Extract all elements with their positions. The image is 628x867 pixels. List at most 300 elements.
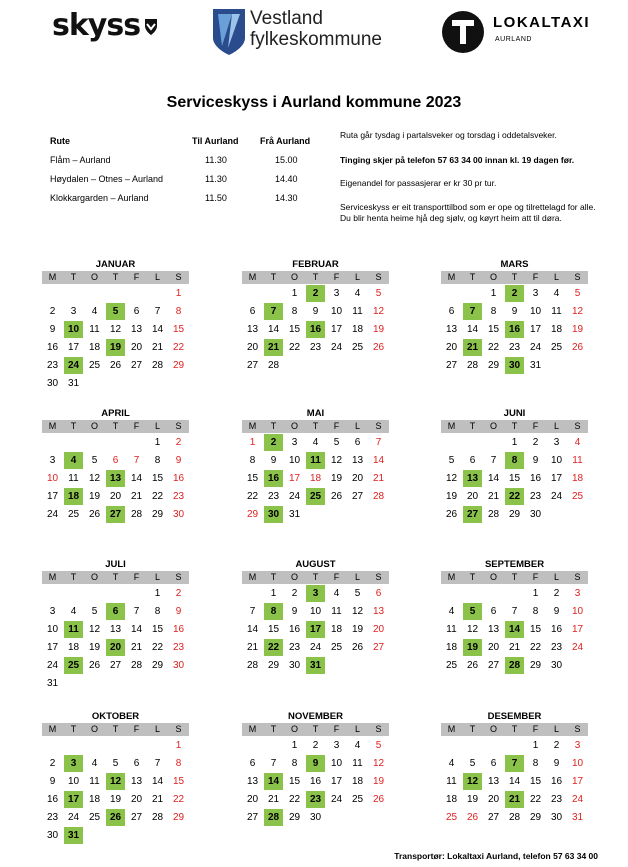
empty-day: [106, 737, 125, 754]
day: 12: [109, 323, 122, 335]
day: 22: [487, 341, 500, 353]
day: 6: [490, 757, 497, 769]
day: 10: [330, 757, 343, 769]
weekday-label: L: [154, 272, 160, 282]
empty-day: [43, 585, 62, 602]
day: 25: [445, 659, 458, 671]
empty-day: [484, 585, 503, 602]
day: 24: [309, 641, 322, 653]
day: 20: [130, 793, 143, 805]
weekday-header: [42, 271, 189, 284]
holiday-day: 12: [372, 757, 385, 769]
service-day: 19: [463, 639, 482, 656]
day: 3: [553, 436, 560, 448]
day: 3: [291, 436, 298, 448]
holiday-day: 1: [249, 436, 256, 448]
day: 18: [330, 623, 343, 635]
weekday-label: F: [532, 724, 539, 734]
empty-day: [243, 285, 262, 302]
day: 14: [267, 323, 280, 335]
weekday-header: [441, 271, 588, 284]
empty-day: [127, 285, 146, 302]
day: 23: [288, 641, 301, 653]
empty-day: [64, 585, 83, 602]
day: 31: [67, 377, 80, 389]
day: 4: [333, 587, 340, 599]
empty-day: [442, 434, 461, 451]
weekday-header: [441, 420, 588, 433]
holiday-day: 3: [574, 739, 581, 751]
weekday-label: F: [333, 272, 340, 282]
holiday-day: 24: [571, 793, 584, 805]
day: 1: [532, 739, 539, 751]
empty-day: [127, 434, 146, 451]
holiday-day: 1: [175, 287, 182, 299]
day-grid: [242, 284, 389, 374]
weekday-label: M: [48, 421, 57, 431]
holiday-day: 26: [372, 793, 385, 805]
day: 5: [333, 436, 340, 448]
day: 25: [67, 508, 80, 520]
day: 27: [246, 811, 259, 823]
holiday-day: 7: [375, 436, 382, 448]
day: 17: [46, 490, 59, 502]
empty-day: [442, 285, 461, 302]
day: 30: [309, 811, 322, 823]
day: 25: [88, 359, 101, 371]
month-name: JUNI: [503, 408, 526, 419]
day: 7: [249, 605, 256, 617]
day: 16: [288, 623, 301, 635]
weekday-label: F: [133, 272, 140, 282]
day: 29: [508, 508, 521, 520]
empty-day: [127, 585, 146, 602]
holiday-day: 26: [466, 811, 479, 823]
day: 3: [333, 287, 340, 299]
day: 13: [487, 623, 500, 635]
day: 11: [551, 305, 562, 317]
month-name: APRIL: [101, 408, 130, 419]
weekday-label: S: [175, 724, 182, 734]
day: 15: [267, 623, 280, 635]
empty-day: [106, 585, 125, 602]
weekday-label: T: [312, 572, 319, 582]
day: 5: [91, 454, 98, 466]
holiday-day: 10: [46, 472, 59, 484]
empty-day: [64, 285, 83, 302]
holiday-day: 9: [175, 605, 182, 617]
holiday-day: 15: [172, 775, 185, 787]
day: 27: [351, 490, 364, 502]
day: 24: [330, 341, 343, 353]
service-day: 8: [264, 603, 283, 620]
weekday-label: S: [574, 572, 581, 582]
day: 18: [351, 323, 364, 335]
day: 19: [445, 490, 458, 502]
empty-day: [127, 737, 146, 754]
day: 1: [154, 436, 161, 448]
day: 19: [88, 641, 101, 653]
service-day: 19: [106, 339, 125, 356]
day: 2: [532, 436, 539, 448]
day: 9: [553, 757, 560, 769]
weekday-label: M: [248, 272, 257, 282]
day: 20: [246, 341, 259, 353]
service-day: 7: [505, 755, 524, 772]
day: 16: [46, 793, 59, 805]
weekday-label: L: [553, 572, 559, 582]
holiday-day: 5: [574, 287, 581, 299]
day: 22: [288, 341, 301, 353]
day: 23: [529, 490, 542, 502]
day: 13: [351, 454, 364, 466]
day: 11: [446, 623, 457, 635]
day: 15: [288, 323, 301, 335]
empty-day: [484, 737, 503, 754]
empty-day: [43, 285, 62, 302]
weekday-header: [42, 420, 189, 433]
service-day: 11: [64, 621, 83, 638]
day: 6: [249, 757, 256, 769]
service-day: 7: [264, 303, 283, 320]
route-to: 11.30: [205, 174, 227, 184]
day: 15: [151, 472, 164, 484]
service-day: 30: [264, 506, 283, 523]
day: 27: [109, 659, 122, 671]
day: 28: [508, 811, 521, 823]
holiday-day: 7: [133, 454, 140, 466]
service-day: 21: [463, 339, 482, 356]
day: 13: [109, 623, 122, 635]
day: 11: [89, 775, 100, 787]
month-name: MARS: [500, 259, 529, 270]
weekday-label: O: [290, 272, 298, 282]
day: 27: [246, 359, 259, 371]
day: 18: [67, 641, 80, 653]
holiday-day: 11: [572, 454, 583, 466]
service-day: 21: [505, 791, 524, 808]
weekday-label: M: [248, 724, 257, 734]
service-day: 31: [64, 827, 83, 844]
day: 9: [532, 454, 539, 466]
day: 20: [445, 341, 458, 353]
day: 28: [466, 359, 479, 371]
weekday-label: F: [133, 572, 140, 582]
day: 18: [445, 793, 458, 805]
day: 19: [88, 490, 101, 502]
holiday-day: 25: [571, 490, 584, 502]
weekday-label: L: [154, 724, 160, 734]
day: 28: [151, 811, 164, 823]
weekday-label: O: [290, 724, 298, 734]
weekday-header: [242, 271, 389, 284]
weekday-label: O: [489, 572, 497, 582]
day: 7: [490, 454, 497, 466]
day: 24: [550, 490, 563, 502]
day: 21: [508, 641, 521, 653]
service-day: 5: [463, 603, 482, 620]
day: 16: [529, 472, 542, 484]
day-grid: [42, 433, 189, 523]
weekday-label: T: [112, 724, 119, 734]
month-name: JANUAR: [95, 259, 136, 270]
day: 17: [330, 775, 343, 787]
day: 5: [469, 757, 476, 769]
weekday-label: T: [511, 572, 518, 582]
month-name: JULI: [105, 559, 126, 570]
day: 2: [312, 739, 319, 751]
weekday-label: T: [511, 272, 518, 282]
day: 14: [487, 472, 500, 484]
weekday-label: S: [574, 724, 581, 734]
day: 12: [330, 454, 343, 466]
holiday-day: 29: [246, 508, 259, 520]
from-aurland-header: Frå Aurland: [260, 136, 311, 146]
taxi-icon: [441, 10, 485, 54]
day: 30: [550, 811, 563, 823]
weekday-label: F: [532, 421, 539, 431]
service-day: 14: [505, 621, 524, 638]
day: 24: [46, 659, 59, 671]
service-day: 22: [505, 488, 524, 505]
day: 21: [151, 793, 164, 805]
holiday-day: 25: [445, 811, 458, 823]
day: 16: [46, 341, 59, 353]
month-name: MAI: [306, 408, 325, 419]
day: 21: [130, 641, 143, 653]
weekday-label: O: [290, 572, 298, 582]
weekday-label: L: [553, 724, 559, 734]
day: 6: [249, 305, 256, 317]
day: 9: [511, 305, 518, 317]
day: 4: [448, 605, 455, 617]
vestland-text: [250, 8, 382, 50]
route-header: Rute: [50, 136, 70, 146]
weekday-label: O: [290, 421, 298, 431]
day: 6: [133, 305, 140, 317]
day: 28: [267, 359, 280, 371]
month-november: [242, 710, 389, 826]
day: 4: [553, 287, 560, 299]
empty-day: [463, 737, 482, 754]
vestland-logo: [212, 8, 392, 58]
day: 27: [130, 359, 143, 371]
empty-day: [442, 585, 461, 602]
holiday-day: 12: [571, 305, 584, 317]
day: 22: [529, 793, 542, 805]
day: 2: [291, 587, 298, 599]
holiday-day: 2: [175, 436, 182, 448]
service-day: 17: [64, 791, 83, 808]
day: 1: [270, 587, 277, 599]
shield-icon: [144, 9, 158, 44]
service-day: 2: [306, 285, 325, 302]
day: 10: [529, 305, 542, 317]
day: 18: [445, 641, 458, 653]
day: 29: [288, 811, 301, 823]
weekday-label: F: [333, 421, 340, 431]
day: 3: [532, 287, 539, 299]
day: 18: [550, 323, 563, 335]
day: 28: [130, 659, 143, 671]
day: 22: [151, 641, 164, 653]
weekday-label: T: [112, 272, 119, 282]
service-day: 7: [463, 303, 482, 320]
weekday-label: O: [489, 724, 497, 734]
day: 15: [487, 323, 500, 335]
weekday-label: F: [133, 724, 140, 734]
day: 11: [352, 757, 363, 769]
day: 31: [46, 677, 59, 689]
holiday-day: 4: [574, 436, 581, 448]
day: 13: [246, 323, 259, 335]
day: 11: [68, 472, 79, 484]
weekday-label: L: [354, 421, 360, 431]
service-day: 4: [64, 452, 83, 469]
weekday-label: S: [175, 572, 182, 582]
service-day: 16: [306, 321, 325, 338]
day: 23: [46, 359, 59, 371]
info-fare: Eigenandel for passasjerar er kr 30 pr tur.: [340, 178, 497, 188]
weekday-label: F: [532, 572, 539, 582]
day: 16: [550, 623, 563, 635]
month-name: DESEMBER: [487, 711, 542, 722]
page-title: Serviceskyss i Aurland kommune 2023: [166, 94, 462, 111]
day: 4: [354, 287, 361, 299]
service-day: 8: [505, 452, 524, 469]
day: 13: [246, 775, 259, 787]
day: 25: [351, 793, 364, 805]
weekday-label: L: [154, 421, 160, 431]
month-juli: [42, 558, 189, 692]
weekday-label: T: [70, 421, 77, 431]
service-day: 12: [106, 773, 125, 790]
service-day: 21: [264, 339, 283, 356]
day: 7: [154, 757, 161, 769]
day: 9: [49, 775, 56, 787]
day-grid: [42, 584, 189, 692]
empty-day: [243, 585, 262, 602]
day-grid: [242, 584, 389, 674]
day: 19: [466, 793, 479, 805]
route-to: 11.30: [205, 155, 227, 165]
day-grid: [441, 284, 588, 374]
day-grid: [441, 433, 588, 523]
day: 5: [354, 587, 361, 599]
holiday-day: 28: [372, 490, 385, 502]
route-to: 11.50: [205, 193, 227, 203]
day: 1: [511, 436, 518, 448]
day: 21: [487, 490, 500, 502]
day: 8: [291, 305, 298, 317]
weekday-label: M: [447, 724, 456, 734]
empty-day: [85, 434, 104, 451]
day: 7: [270, 757, 277, 769]
weekday-header: [441, 571, 588, 584]
weekday-label: M: [248, 421, 257, 431]
day: 2: [49, 757, 56, 769]
holiday-day: 29: [172, 359, 185, 371]
day: 2: [553, 587, 560, 599]
day: 25: [330, 641, 343, 653]
empty-day: [43, 434, 62, 451]
month-februar: [242, 258, 389, 374]
weekday-label: S: [574, 272, 581, 282]
vestland-line2: fylkeskommune: [250, 29, 382, 50]
day: 26: [109, 359, 122, 371]
day-grid: [42, 736, 189, 844]
empty-day: [442, 737, 461, 754]
skyss-logo: [52, 8, 158, 44]
weekday-label: T: [70, 272, 77, 282]
day: 21: [151, 341, 164, 353]
service-day: 5: [106, 303, 125, 320]
day: 28: [487, 508, 500, 520]
holiday-day: 16: [172, 472, 185, 484]
day: 8: [490, 305, 497, 317]
weekday-label: F: [133, 421, 140, 431]
holiday-day: 30: [172, 659, 185, 671]
day: 10: [46, 623, 59, 635]
day: 12: [466, 623, 479, 635]
day: 20: [487, 793, 500, 805]
service-day: 25: [306, 488, 325, 505]
service-day: 25: [64, 657, 83, 674]
weekday-label: O: [489, 421, 497, 431]
weekday-label: M: [48, 572, 57, 582]
weekday-header: [242, 571, 389, 584]
day: 9: [291, 605, 298, 617]
day: 26: [88, 659, 101, 671]
day: 7: [133, 605, 140, 617]
day: 23: [508, 341, 521, 353]
empty-day: [64, 737, 83, 754]
day: 8: [154, 605, 161, 617]
route-from: 14.40: [275, 174, 298, 184]
service-day: 2: [505, 285, 524, 302]
info-description: Serviceskyss er eit transporttilbod som er ope og tilrettelagd for alle. Du blir henta heime hjå deg sjølv, og køyrt heim att til døra.: [340, 202, 596, 223]
day: 3: [333, 739, 340, 751]
day: 9: [312, 305, 319, 317]
weekday-label: T: [312, 272, 319, 282]
day: 10: [288, 454, 301, 466]
day: 20: [487, 641, 500, 653]
day: 24: [46, 508, 59, 520]
vestland-line1: Vestland: [250, 8, 323, 29]
day: 18: [88, 341, 101, 353]
day: 11: [446, 775, 457, 787]
weekday-label: L: [354, 724, 360, 734]
month-name: FEBRUAR: [292, 259, 339, 270]
day: 11: [331, 605, 342, 617]
day: 22: [288, 793, 301, 805]
empty-day: [505, 585, 524, 602]
service-day: 14: [264, 773, 283, 790]
holiday-day: 16: [172, 623, 185, 635]
day: 13: [445, 323, 458, 335]
day-grid: [242, 736, 389, 826]
weekday-label: T: [469, 421, 476, 431]
day: 26: [351, 641, 364, 653]
day: 30: [46, 829, 59, 841]
day: 23: [46, 811, 59, 823]
day: 2: [553, 739, 560, 751]
weekday-label: S: [175, 272, 182, 282]
day: 5: [448, 454, 455, 466]
empty-day: [85, 585, 104, 602]
day: 4: [354, 739, 361, 751]
day: 15: [288, 775, 301, 787]
